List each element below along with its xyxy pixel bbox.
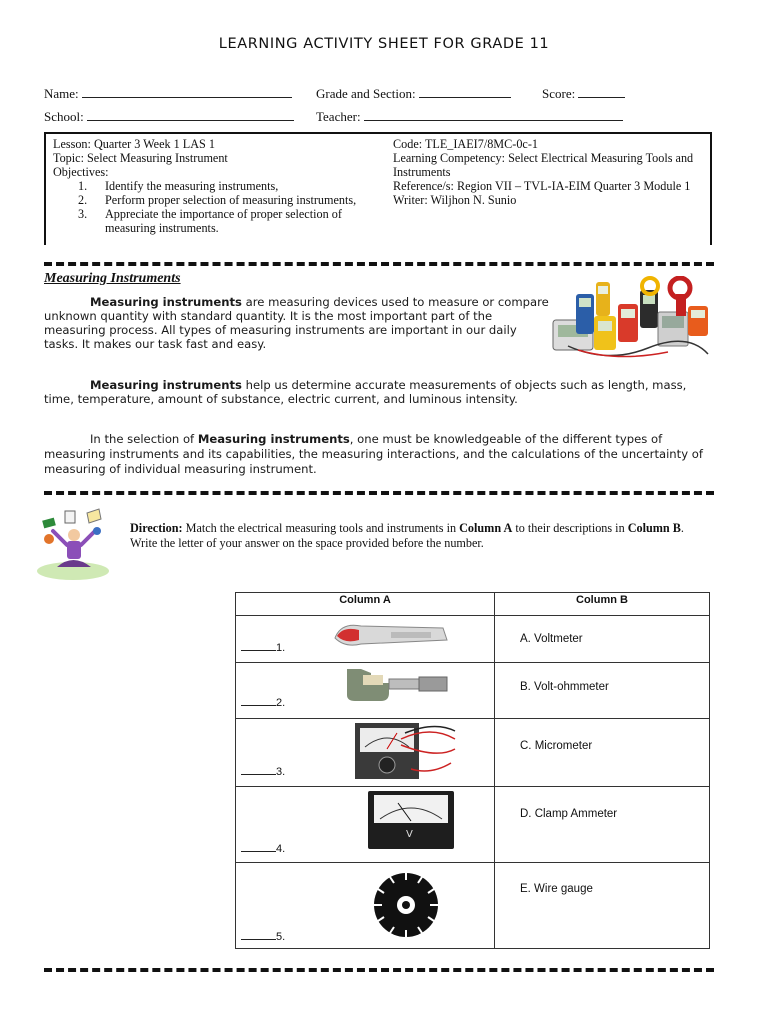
column-a-cell <box>236 787 495 863</box>
direction-text: Direction: Match the electrical measuring tools and instruments in Column A to their descriptions in Column B. Write the letter of your answer on the space provided before the number. <box>130 521 684 550</box>
lesson-info-box <box>44 132 712 245</box>
school-label: School: <box>44 109 84 124</box>
lesson-right-column <box>393 137 713 207</box>
table-row <box>236 663 710 719</box>
answer-blank-3[interactable]: 3. <box>241 764 285 778</box>
table-row <box>236 787 710 863</box>
score-line[interactable] <box>578 85 625 98</box>
table-header-row <box>236 593 710 616</box>
column-a-cell <box>236 663 495 719</box>
teacher-label: Teacher: <box>316 109 361 124</box>
objective-item: 3. Appreciate the importance of proper selection of measuring instruments. <box>78 207 342 235</box>
answer-blank-1[interactable]: 1. <box>241 640 285 654</box>
intro-paragraph-2: Measuring instruments help us determine accurate measurements of objects such as length, mass, time, temperature, amount of substance, electric current, and luminous intensity. <box>44 378 687 406</box>
competency-text: Learning Competency: Select Electrical Measuring Tools and Instruments <box>393 151 694 179</box>
score-field[interactable] <box>542 85 625 102</box>
grade-section-line[interactable] <box>419 85 511 98</box>
score-label: Score: <box>542 86 576 101</box>
choice-a: A. Voltmeter <box>520 633 583 645</box>
column-b-cell <box>495 863 710 949</box>
measuring-instruments-image <box>548 276 713 364</box>
choice-d: D. Clamp Ammeter <box>520 808 618 820</box>
dashed-divider <box>44 968 714 972</box>
teacher-line[interactable] <box>364 108 623 121</box>
table-row <box>236 719 710 787</box>
grade-section-field[interactable] <box>316 85 511 102</box>
dashed-divider <box>44 491 714 495</box>
school-line[interactable] <box>87 108 294 121</box>
section-title: Measuring Instruments <box>44 271 181 286</box>
objective-item: 1. Identify the measuring instruments, <box>78 179 279 193</box>
lesson-text: Lesson: Quarter 3 Week 1 LAS 1 <box>53 137 215 151</box>
lesson-left-column <box>53 137 383 235</box>
table-row <box>236 863 710 949</box>
table-row <box>236 616 710 663</box>
column-b-cell <box>495 616 710 663</box>
topic-text: Topic: Select Measuring Instrument <box>53 151 228 165</box>
name-line[interactable] <box>82 85 292 98</box>
column-b-cell <box>495 787 710 863</box>
column-a-cell <box>236 616 495 663</box>
name-field[interactable] <box>44 85 292 102</box>
objectives-label: Objectives: <box>53 165 109 179</box>
page-title: LEARNING ACTIVITY SHEET FOR GRADE 11 <box>218 36 550 52</box>
answer-blank-2[interactable]: 2. <box>241 695 285 709</box>
column-b-cell <box>495 663 710 719</box>
volt-ohmmeter-image <box>351 719 461 784</box>
micrometer-image <box>341 665 456 706</box>
voltmeter-image <box>366 789 456 856</box>
reference-text: Reference/s: Region VII – TVL-IA-EIM Quarter 3 Module 1 <box>393 179 691 193</box>
column-b-cell <box>495 719 710 787</box>
intro-paragraph-3: In the selection of Measuring instruments, one must be knowledgeable of the different types of measuring instruments and its capabilities, the measuring interactions, and the calculations of the uncertainty of measuring of individual measuring instrument. <box>44 432 703 476</box>
column-a-header: Column A <box>236 593 495 616</box>
objectives-list <box>53 179 383 235</box>
choice-e: E. Wire gauge <box>520 883 593 895</box>
intro-paragraph-1: Measuring instruments are measuring devices used to measure or compare unknown quantity with standard quantity. It is the most important part of the measuring process. All types of measuring instruments are important in our daily tasks. It makes our task fast and easy. <box>44 295 549 351</box>
writer-text: Writer: Wiljhon N. Sunio <box>393 193 517 207</box>
grade-section-label: Grade and Section: <box>316 86 416 101</box>
answer-blank-5[interactable]: 5. <box>241 929 285 943</box>
school-field[interactable] <box>44 108 294 125</box>
choice-b: B. Volt-ohmmeter <box>520 681 609 693</box>
wire-gauge-image <box>366 868 446 945</box>
dashed-divider <box>44 262 714 266</box>
objective-item: 2. Perform proper selection of measuring instruments, <box>78 193 357 207</box>
column-a-cell <box>236 863 495 949</box>
clamp-meter-image <box>331 618 451 657</box>
juggler-clipart <box>35 505 115 581</box>
name-label: Name: <box>44 86 79 101</box>
column-a-cell <box>236 719 495 787</box>
choice-c: C. Micrometer <box>520 740 593 752</box>
matching-table <box>235 592 710 949</box>
column-b-header: Column B <box>495 593 710 616</box>
teacher-field[interactable] <box>316 108 623 125</box>
svg-text:V: V <box>406 829 413 840</box>
code-text: Code: TLE_IAEI7/8MC-0c-1 <box>393 137 538 151</box>
answer-blank-4[interactable]: 4. <box>241 841 285 855</box>
